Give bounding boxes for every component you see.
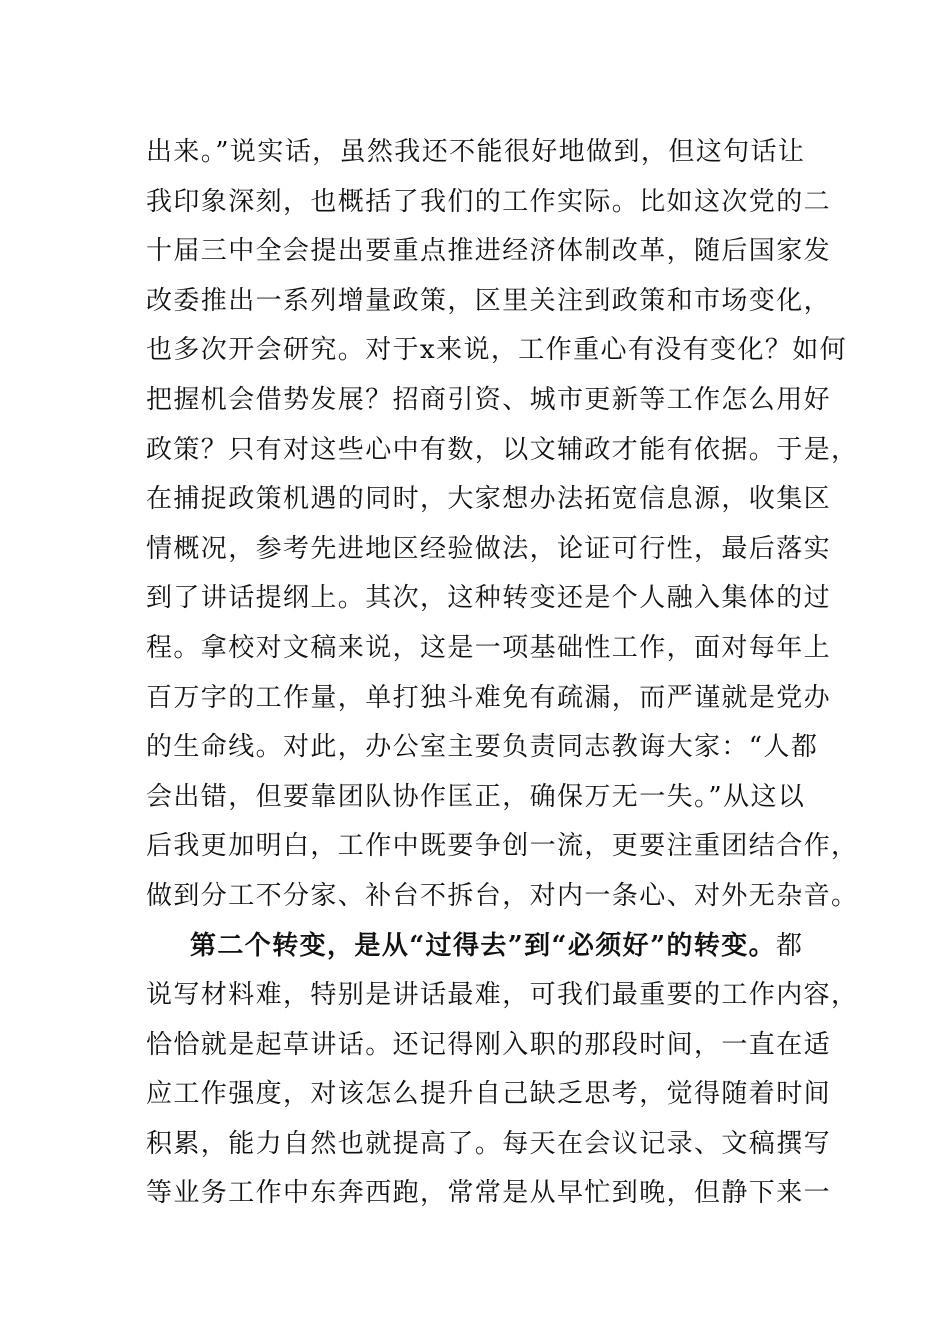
text-line: 做到分工不分家、补台不拆台，对内一条心、对外无杂音。 [146,880,859,911]
text-line: 等业务工作中东奔西跑，常常是从早忙到晚，但静下来一 [146,1178,832,1209]
text-line: 程。拿校对文稿来说，这是一项基础性工作，面对每年上 [146,632,832,663]
text-line: 把握机会借势发展？招商引资、城市更新等工作怎么用好 [146,384,832,415]
paragraph-heading-bold: 第二个转变，是从“过得去”到“必须好”的转变。 [190,930,777,961]
text-line: 积累，能力自然也就提高了。每天在会议记录、文稿撰写 [146,1128,832,1159]
text-line: 出来。”说实话，虽然我还不能很好地做到，但这句话让 [146,137,806,167]
text-line: 应工作强度，对该怎么提升自己缺乏思考，觉得随着时间 [146,1079,832,1110]
text-line: 恰恰就是起草讲话。还记得刚入职的那段时间，一直在适 [146,1029,832,1060]
text-line: 我印象深刻，也概括了我们的工作实际。比如这次党的二 [146,186,832,217]
text-line: 百万字的工作量，单打独斗难免有疏漏，而严谨就是党办 [146,682,832,713]
text-line: 十届三中全会提出要重点推进经济体制改革，随后国家发 [146,236,832,267]
text-line: 也多次开会研究。对于x来说，工作重心有没有变化？如何 [146,335,848,366]
text-line: 政策？只有对这些心中有数，以文辅政才能有依据。于是， [146,434,859,465]
paragraph-heading-rest: 都 [776,930,804,961]
text-line: 情概况，参考先进地区经验做法，论证可行性，最后落实 [146,533,832,564]
text-line: 会出错，但要靠团队协作匡正，确保万无一失。”从这以 [146,781,806,812]
text-line: 后我更加明白，工作中既要争创一流，更要注重团结合作， [146,831,859,862]
text-line: 说写材料难，特别是讲话最难，可我们最重要的工作内容， [146,980,859,1011]
document-body [146,128,859,1219]
text-line: 改委推出一系列增量政策，区里关注到政策和市场变化， [146,285,832,316]
text-line: 在捕捉政策机遇的同时，大家想办法拓宽信息源，收集区 [146,484,832,515]
text-line: 到了讲话提纲上。其次，这种转变还是个人融入集体的过 [146,583,832,614]
text-line: 的生命线。对此，办公室主要负责同志教诲大家：“人都 [146,732,819,763]
paragraph-heading-line [146,922,806,972]
